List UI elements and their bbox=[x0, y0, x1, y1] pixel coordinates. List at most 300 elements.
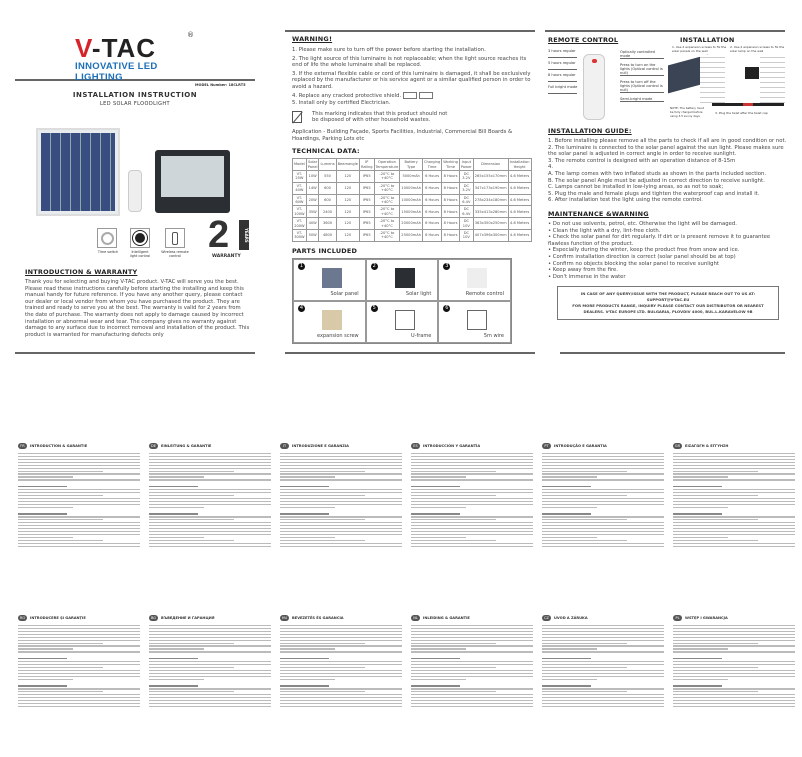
text-line bbox=[673, 691, 758, 692]
text-line bbox=[18, 691, 103, 692]
table-cell: 120 bbox=[336, 182, 359, 194]
text-line bbox=[149, 473, 271, 474]
language-heading: INTRODUÇÃO E GARANTIA bbox=[554, 444, 607, 448]
maintenance-item: • Check the solar panel for dirt regularly. If dirt or is present remove it to guarantee flawless function of the product. bbox=[548, 234, 771, 247]
text-line bbox=[18, 479, 140, 480]
table-header: Lumens bbox=[319, 159, 336, 171]
language-code: ES bbox=[411, 443, 420, 449]
text-line bbox=[411, 516, 533, 517]
part-number: 5 bbox=[372, 304, 376, 311]
text-line bbox=[149, 471, 234, 472]
part-number: 4 bbox=[299, 304, 304, 311]
install-step-3: 3. Plug the twist after the twist cap bbox=[715, 111, 768, 115]
text-line bbox=[280, 673, 402, 674]
brand-logo: V-TAC INNOVATIVE LED LIGHTING ® bbox=[75, 31, 194, 83]
table-cell: 8 Hours bbox=[442, 230, 460, 242]
text-line bbox=[18, 625, 140, 626]
part-label: 5m wire bbox=[483, 332, 504, 339]
text-line bbox=[149, 528, 271, 529]
text-line bbox=[280, 513, 329, 514]
language-section bbox=[18, 604, 140, 709]
text-line bbox=[149, 628, 271, 629]
text-line bbox=[18, 703, 140, 704]
remote-heading: REMOTE CONTROL bbox=[548, 36, 619, 44]
part-image bbox=[322, 310, 342, 330]
text-line bbox=[542, 694, 664, 695]
text-line bbox=[18, 513, 67, 514]
text-line bbox=[673, 525, 795, 526]
text-line bbox=[280, 456, 402, 457]
text-line bbox=[280, 540, 365, 541]
language-code: PT bbox=[542, 443, 551, 449]
text-line bbox=[149, 456, 271, 457]
text-line bbox=[149, 673, 271, 674]
text-line bbox=[673, 486, 722, 487]
text-line bbox=[673, 706, 795, 707]
text-line bbox=[673, 645, 795, 646]
table-cell: VT-300W bbox=[294, 231, 305, 240]
language-section bbox=[673, 604, 795, 709]
table-cell: -20°C to +40°C bbox=[374, 170, 400, 182]
text-line bbox=[149, 640, 271, 641]
part-number: 3 bbox=[445, 262, 449, 269]
table-cell: VT-60W bbox=[293, 194, 307, 206]
table-row bbox=[293, 182, 532, 194]
text-line bbox=[673, 528, 795, 529]
text-line bbox=[673, 465, 795, 466]
text-line bbox=[149, 546, 271, 547]
text-line bbox=[542, 504, 664, 505]
text-line bbox=[149, 525, 271, 526]
text-line bbox=[149, 468, 271, 469]
text-line bbox=[542, 468, 664, 469]
text-line bbox=[149, 667, 234, 668]
text-line bbox=[411, 459, 533, 460]
text-line bbox=[542, 516, 664, 517]
text-line bbox=[18, 648, 73, 649]
text-line bbox=[673, 673, 795, 674]
divider bbox=[285, 30, 535, 32]
intro-text: Thank you for selecting and buying V-TAC product. V-TAC will serve you the best. Please read these instructions carefully before starting the installing and keep this manual handy for future reference. If you have any another query, please contact our dealer or local vendor from whom you have purchased the product. They are trained and ready to serve you at the best. The warranty is valid for 2 years from the date of purchase. The warranty does not apply to damage caused by incorrect installation or abnormal wear and tear. The company gives no warranty against damage to any surface due to incorrect removal and installation of the product. This product is warranted for manufacturing defects only bbox=[25, 279, 250, 338]
text-line bbox=[411, 531, 533, 532]
text-line bbox=[18, 476, 73, 477]
text-line bbox=[673, 625, 795, 626]
text-line bbox=[411, 468, 533, 469]
table-cell: 3600 bbox=[319, 218, 336, 230]
maintenance-item: • Clean the light with a dry, lint-free cloth. bbox=[548, 227, 661, 234]
part-item bbox=[293, 301, 366, 343]
text-line bbox=[18, 685, 67, 686]
table-row bbox=[293, 194, 532, 206]
table-cell: 4-6 Meters bbox=[508, 206, 531, 218]
table-cell: DC 6.4V bbox=[459, 194, 473, 206]
text-line bbox=[673, 697, 795, 698]
text-line bbox=[280, 706, 402, 707]
text-line bbox=[280, 459, 402, 460]
text-line bbox=[411, 703, 533, 704]
text-line bbox=[18, 546, 140, 547]
language-code: IT bbox=[280, 443, 289, 449]
text-line bbox=[673, 468, 795, 469]
text-line bbox=[18, 667, 103, 668]
text-line bbox=[542, 676, 664, 677]
text-line bbox=[411, 628, 533, 629]
table-cell: 4800 bbox=[319, 230, 336, 242]
feature-remote: Wireless remote control bbox=[161, 228, 189, 258]
text-line bbox=[673, 492, 795, 493]
table-cell: 25000mAh bbox=[400, 230, 423, 242]
text-line bbox=[673, 504, 795, 505]
text-line bbox=[280, 643, 365, 644]
text-line bbox=[18, 492, 140, 493]
text-line bbox=[149, 519, 234, 520]
text-line bbox=[673, 522, 795, 523]
text-line bbox=[673, 637, 795, 638]
text-line bbox=[18, 465, 140, 466]
warranty-badge: 2 YEARS WARRANTY bbox=[208, 214, 249, 259]
text-line bbox=[280, 664, 402, 665]
text-line bbox=[149, 637, 271, 638]
language-code: CZ bbox=[542, 615, 551, 621]
text-line bbox=[149, 679, 204, 680]
text-line bbox=[280, 631, 402, 632]
text-line bbox=[542, 453, 664, 454]
text-line bbox=[411, 640, 533, 641]
text-line bbox=[411, 706, 533, 707]
weee-bin-icon bbox=[292, 111, 302, 123]
table-cell: 6 Hours bbox=[422, 182, 441, 194]
table-cell: 335x413x280mm bbox=[473, 206, 508, 218]
text-line bbox=[411, 685, 460, 686]
table-cell: 600 bbox=[319, 194, 336, 206]
text-line bbox=[280, 507, 335, 508]
text-line bbox=[149, 706, 271, 707]
text-line bbox=[411, 486, 460, 487]
support-email-link[interactable]: SUPPORT@V-TAC.EU bbox=[646, 297, 690, 303]
text-line bbox=[149, 670, 271, 671]
text-line bbox=[149, 543, 271, 544]
table-cell: 15000mAh bbox=[400, 206, 423, 218]
table-cell: DC 10V bbox=[459, 218, 473, 230]
text-line bbox=[542, 543, 664, 544]
guide-item: 5. Plug the male and female plugs and tighten the waterproof cap and install it. bbox=[548, 190, 760, 197]
guide-list bbox=[548, 138, 788, 204]
text-line bbox=[542, 540, 627, 541]
text-line bbox=[149, 688, 271, 689]
text-line bbox=[673, 667, 758, 668]
text-line bbox=[542, 476, 597, 477]
text-line bbox=[149, 531, 271, 532]
parts-heading: PARTS INCLUDED bbox=[292, 246, 358, 255]
text-line bbox=[149, 691, 234, 692]
text-line bbox=[411, 673, 533, 674]
table-header: Solar Panel bbox=[307, 160, 318, 169]
text-line bbox=[280, 501, 402, 502]
guide-item: 1. Before installing please remove all the parts to check if all are in good condition or not. bbox=[548, 138, 787, 144]
remote-diagram bbox=[548, 46, 668, 121]
intro-heading: INTRODUCTION & WARRANTY bbox=[25, 268, 138, 276]
table-cell: 20W bbox=[306, 194, 319, 206]
text-line bbox=[542, 498, 664, 499]
table-row bbox=[293, 218, 532, 230]
maintenance-heading: MAINTENANCE &WARNING bbox=[548, 209, 649, 218]
text-line bbox=[280, 688, 402, 689]
text-line bbox=[673, 658, 722, 659]
text-line bbox=[18, 543, 140, 544]
text-line bbox=[18, 676, 140, 677]
table-cell: -20°C to +40°C bbox=[374, 230, 400, 242]
text-line bbox=[411, 631, 533, 632]
text-line bbox=[673, 700, 795, 701]
text-line bbox=[542, 531, 664, 532]
language-heading: BEVEZETÉS ÉS GARANCIA bbox=[292, 616, 344, 620]
text-line bbox=[411, 528, 533, 529]
table-cell: -20°C to +40°C bbox=[374, 194, 400, 206]
warning-heading: WARNING! bbox=[292, 35, 333, 43]
text-line bbox=[542, 685, 591, 686]
text-line bbox=[411, 513, 460, 514]
text-line bbox=[280, 531, 402, 532]
text-line bbox=[18, 537, 73, 538]
text-line bbox=[18, 688, 140, 689]
table-cell: 40W bbox=[306, 218, 319, 230]
text-line bbox=[673, 495, 758, 496]
text-line bbox=[542, 462, 664, 463]
language-section bbox=[411, 604, 533, 709]
text-line bbox=[542, 456, 664, 457]
text-line bbox=[673, 634, 795, 635]
language-heading: EINLEITUNG & GARANTIE bbox=[161, 444, 212, 448]
table-cell: 4-6 Meters bbox=[508, 218, 531, 230]
text-line bbox=[411, 489, 533, 490]
text-line bbox=[673, 531, 795, 532]
guide-item: B. The solar panel Angle must be adjusted in correct direction to receive sunlight. bbox=[548, 177, 765, 184]
text-line bbox=[280, 667, 365, 668]
text-line bbox=[18, 664, 140, 665]
language-code: GR bbox=[674, 444, 681, 448]
table-cell: 4-6 Meters bbox=[508, 194, 531, 206]
text-line bbox=[149, 534, 271, 535]
text-line bbox=[542, 501, 664, 502]
language-code: DE bbox=[149, 443, 158, 449]
text-line bbox=[411, 453, 533, 454]
text-line bbox=[542, 465, 664, 466]
text-line bbox=[542, 703, 664, 704]
text-line bbox=[411, 688, 533, 689]
text-line bbox=[411, 543, 533, 544]
text-line bbox=[18, 504, 140, 505]
text-line bbox=[542, 546, 664, 547]
text-line bbox=[18, 501, 140, 502]
maintenance-item: • Don't immerse in the water bbox=[548, 273, 626, 280]
text-line bbox=[149, 643, 234, 644]
text-line bbox=[18, 651, 140, 652]
language-code: RO bbox=[19, 616, 26, 620]
text-line bbox=[542, 637, 664, 638]
guide-item: 2. The luminaire is connected to the solar panel against the sun light. Please makes sure the solar panel is adjusted in correct angle in order to receive sunlight. bbox=[548, 144, 784, 158]
text-line bbox=[280, 625, 402, 626]
text-line bbox=[542, 459, 664, 460]
text-line bbox=[280, 492, 402, 493]
text-line bbox=[280, 525, 402, 526]
table-cell: 120 bbox=[336, 230, 359, 242]
maintenance-item: • Confirm no objects blocking the solar panel to receive sunlight bbox=[548, 260, 719, 267]
text-line bbox=[411, 498, 533, 499]
text-line bbox=[411, 492, 533, 493]
table-header: Working Time bbox=[443, 160, 458, 169]
text-line bbox=[280, 634, 402, 635]
language-code: HU bbox=[281, 616, 288, 620]
language-section bbox=[280, 604, 402, 709]
wall-image bbox=[760, 55, 785, 103]
text-line bbox=[411, 546, 533, 547]
text-line bbox=[149, 540, 234, 541]
text-line bbox=[673, 694, 795, 695]
text-line bbox=[673, 453, 795, 454]
text-line bbox=[18, 706, 140, 707]
text-line bbox=[149, 634, 271, 635]
text-line bbox=[149, 694, 271, 695]
table-cell: DC 3.2V bbox=[459, 182, 473, 194]
maintenance-item: • Confirm installation direction is correct (solar panel should be at top) bbox=[548, 253, 736, 260]
language-code: PL bbox=[673, 615, 682, 621]
text-line bbox=[673, 664, 795, 665]
feature-light-control: Intelligent light control bbox=[128, 228, 152, 258]
text-line bbox=[280, 486, 329, 487]
text-line bbox=[411, 651, 533, 652]
text-line bbox=[673, 676, 795, 677]
text-line bbox=[149, 462, 271, 463]
text-line bbox=[280, 453, 402, 454]
text-line bbox=[673, 473, 795, 474]
remote-label: Press to turn off the lights (Optical control is null) bbox=[620, 80, 663, 92]
divider bbox=[285, 352, 535, 354]
language-section bbox=[673, 432, 795, 549]
table-cell: IP65 bbox=[359, 230, 374, 242]
language-section bbox=[411, 432, 533, 549]
text-line bbox=[673, 471, 758, 472]
text-line bbox=[280, 522, 402, 523]
part-label: Solar light bbox=[405, 290, 432, 297]
table-header: Input Power bbox=[460, 160, 472, 169]
text-line bbox=[673, 631, 795, 632]
power-button[interactable] bbox=[592, 59, 597, 63]
text-line bbox=[411, 504, 533, 505]
table-cell: VT-40W bbox=[293, 182, 307, 194]
text-line bbox=[673, 679, 728, 680]
guide-item: 4. bbox=[548, 164, 554, 171]
text-line bbox=[542, 537, 597, 538]
text-line bbox=[18, 525, 140, 526]
text-line bbox=[280, 462, 402, 463]
text-line bbox=[149, 498, 271, 499]
table-header: Model bbox=[293, 159, 307, 171]
text-line bbox=[673, 643, 758, 644]
table-cell: 363x350x250mm bbox=[473, 218, 508, 230]
text-line bbox=[280, 694, 402, 695]
table-cell: VT-100W bbox=[294, 207, 305, 216]
text-line bbox=[149, 459, 271, 460]
model-number: MODEL Number: 18CLRT5 bbox=[195, 83, 246, 87]
text-line bbox=[542, 643, 627, 644]
guide-item: C. Lamps cannot be installed in low-lying areas, so as not to soak; bbox=[548, 184, 724, 191]
text-line bbox=[149, 697, 271, 698]
language-heading: INTRODUCCIÓN Y GARANTÍA bbox=[423, 444, 481, 448]
part-label: Remote control bbox=[465, 290, 504, 297]
text-line bbox=[542, 640, 664, 641]
part-image bbox=[322, 268, 342, 288]
table-cell: 8 Hours bbox=[442, 194, 460, 206]
text-line bbox=[149, 492, 271, 493]
guide-item: A. The lamp comes with two inflated studs as shown in the parts included section. bbox=[548, 170, 767, 177]
part-image bbox=[395, 310, 415, 330]
table-cell: 35W bbox=[306, 206, 319, 218]
text-line bbox=[542, 631, 664, 632]
part-image bbox=[395, 268, 415, 288]
wall-image bbox=[700, 55, 725, 103]
text-line bbox=[411, 479, 533, 480]
text-line bbox=[673, 628, 795, 629]
text-line bbox=[149, 685, 198, 686]
text-line bbox=[18, 516, 140, 517]
right-column bbox=[548, 127, 788, 320]
text-line bbox=[411, 679, 466, 680]
text-line bbox=[542, 522, 664, 523]
shield-icon bbox=[419, 92, 433, 99]
text-line bbox=[18, 534, 140, 535]
part-item bbox=[293, 259, 366, 301]
warning-list: 1. Please make sure to turn off the power before starting the installation. 2. The light source of this luminaire is not replaceable; when the light source reaches its end of life the whole luminaire shall be replaced. 3. If the external flexible cable or cord of this luminaire is damaged, it shall be exclusively replaced by the manufacturer or his service agent or a similar qualified person in order to avoid a hazard. 4. Replace any cracked protective shield. 5. Install only by certified Electrician. This marking indicates that this product should not be disposed of with other household wastes. Application - Building Façade, Sports Facilities, Industrial, Commercial Bill Boards & Hoardings, Parking Lots etc bbox=[292, 47, 531, 142]
text-line bbox=[18, 634, 140, 635]
text-line bbox=[280, 637, 402, 638]
part-item bbox=[438, 301, 511, 343]
text-line bbox=[18, 700, 140, 701]
divider bbox=[545, 30, 785, 32]
text-line bbox=[280, 691, 365, 692]
text-line bbox=[18, 628, 140, 629]
table-cell: 600 bbox=[319, 182, 336, 194]
text-line bbox=[18, 670, 140, 671]
text-line bbox=[542, 486, 591, 487]
technical-heading: TECHNICAL DATA: bbox=[292, 147, 360, 156]
text-line bbox=[280, 504, 402, 505]
language-heading: WSTĘP I GWARANCJA bbox=[685, 616, 728, 620]
table-cell: 6 Hours bbox=[422, 194, 441, 206]
parts-grid bbox=[292, 258, 512, 344]
table-cell: 4-6 Meters bbox=[508, 230, 531, 242]
text-line bbox=[280, 534, 402, 535]
text-line bbox=[18, 673, 140, 674]
text-line bbox=[149, 495, 234, 496]
text-line bbox=[280, 498, 402, 499]
text-line bbox=[18, 507, 73, 508]
text-line bbox=[280, 645, 402, 646]
text-line bbox=[280, 516, 402, 517]
language-section bbox=[280, 432, 402, 549]
language-code: BG bbox=[150, 616, 157, 620]
table-cell: 120 bbox=[336, 194, 359, 206]
text-line bbox=[542, 628, 664, 629]
text-line bbox=[18, 540, 103, 541]
text-line bbox=[542, 528, 664, 529]
page-title: INSTALLATION INSTRUCTION bbox=[72, 91, 198, 99]
text-line bbox=[542, 495, 627, 496]
install-step-1: 1. Use 2 expansion screws to fix the solar panels on the wall bbox=[672, 45, 727, 53]
text-line bbox=[18, 661, 140, 662]
text-line bbox=[673, 476, 728, 477]
install-step-2: 2. Use 2 expansion screws to fix the solar lamp on the wall bbox=[730, 45, 785, 53]
text-line bbox=[673, 685, 722, 686]
